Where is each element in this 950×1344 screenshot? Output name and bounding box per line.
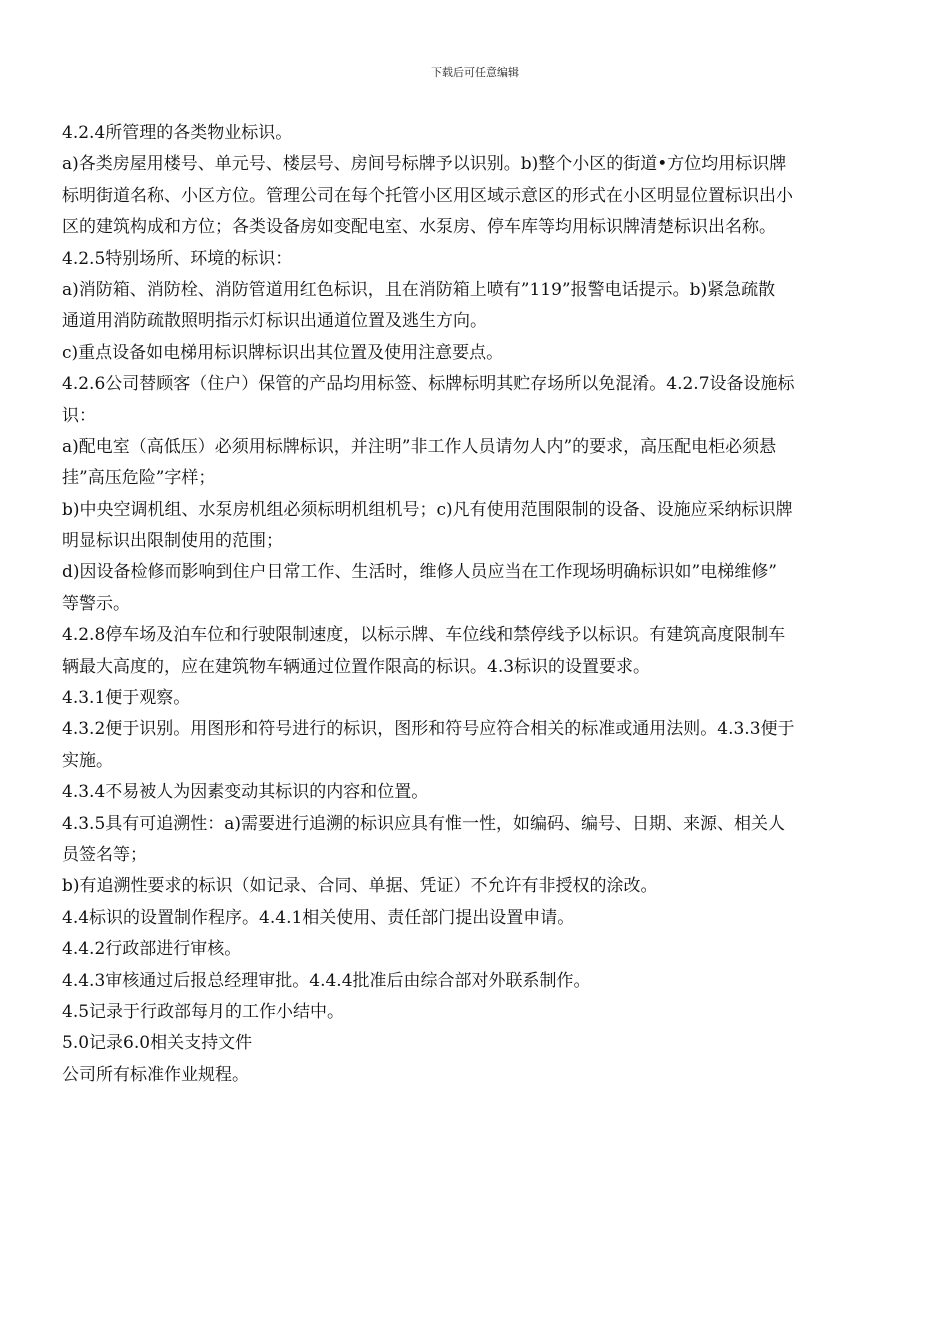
text-line: d)因设备检修而影响到住户日常工作、生活时，维修人员应当在工作现场明确标识如”电梯维修” [62,562,777,583]
text-line: 4.4.2行政部进行审核。 [62,939,242,960]
text-line: 识： [62,405,96,426]
text-line: 实施。 [62,750,113,771]
text-line: 4.2.5特别场所、环境的标识： [62,248,293,269]
text-line: 4.3.2便于识别。用图形和符号进行的标识，图形和符号应符合相关的标准或通用法则。4.3.3便于 [62,719,795,740]
text-line: 公司所有标准作业规程。 [62,1064,249,1085]
text-line: a)配电室（高低压）必须用标牌标识，并注明”非工作人员请勿人内”的要求，高压配电柜必须悬 [62,436,777,457]
text-line: 4.3.4不易被人为因素变动其标识的内容和位置。 [62,782,429,803]
text-line: 4.4标识的设置制作程序。4.4.1相关使用、责任部门提出设置申请。 [62,907,575,928]
text-line: 4.3.5具有可追溯性：a)需要进行追溯的标识应具有惟一性，如编码、编号、日期、来源、相关人 [62,813,786,834]
text-line: a)消防箱、消防栓、消防管道用红色标识，且在消防箱上喷有”119”报警电话提示。b)紧急疏散 [62,279,776,300]
text-line: 员签名等； [62,844,147,865]
text-line: 区的建筑构成和方位；各类设备房如变配电室、水泵房、停车库等均用标识牌清楚标识出名称。 [62,217,776,238]
text-line: b)有追溯性要求的标识（如记录、合同、单据、凭证）不允许有非授权的涂改。 [62,876,658,897]
text-line: a)各类房屋用楼号、单元号、楼层号、房间号标牌予以识别。b)整个小区的街道•方位均用标识牌 [62,154,787,175]
text-line: 4.2.4所管理的各类物业标识。 [62,123,293,143]
text-line: 4.5记录于行政部每月的工作小结中。 [62,1001,345,1022]
text-line: 等警示。 [62,593,130,614]
text-line: 明显标识出限制使用的范围； [62,531,283,552]
text-line: 4.2.8停车场及泊车位和行驶限制速度，以标示牌、车位线和禁停线予以标识。有建筑高度限制车 [62,625,786,646]
text-line: 挂”高压危险”字样； [62,468,216,489]
page-header: 下载后可任意编辑 [431,66,519,79]
text-line: 标明街道名称、小区方位。管理公司在每个托管小区用区域示意区的形式在小区明显位置标识出小 [62,185,793,206]
text-line: 辆最大高度的，应在建筑物车辆通过位置作限高的标识。4.3标识的设置要求。 [62,656,651,677]
text-line: 4.3.1便于观察。 [62,688,191,709]
text-line: 通道用消防疏散照明指示灯标识出通道位置及逃生方向。 [62,311,487,332]
text-line: b)中央空调机组、水泵房机组必须标明机组机号；c)凡有使用范围限制的设备、设施应采纳标识牌 [62,499,793,520]
text-line: 4.2.6公司替顾客（住户）保管的产品均用标签、标牌标明其贮存场所以免混淆。4.2.7设备设施标 [62,374,795,395]
document-body [62,118,892,1091]
text-line: c)重点设备如电梯用标识牌标识出其位置及使用注意要点。 [62,342,504,363]
text-line: 5.0记录6.0相关支持文件 [62,1033,253,1054]
text-line: 4.4.3审核通过后报总经理审批。4.4.4批准后由综合部对外联系制作。 [62,970,591,991]
